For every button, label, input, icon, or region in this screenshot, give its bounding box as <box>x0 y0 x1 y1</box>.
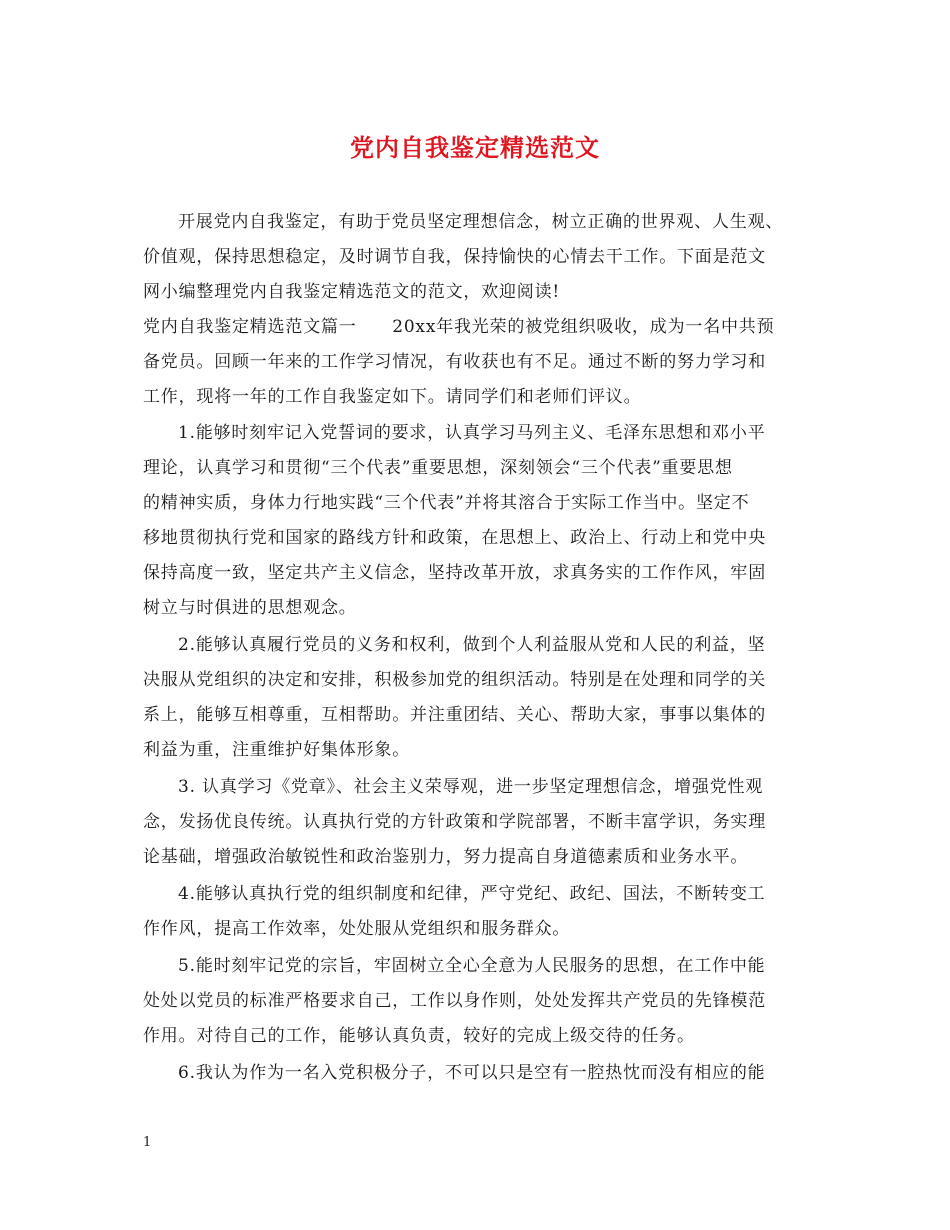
text-line: 6.我认为作为一名入党积极分子，不可以只是空有一腔热忱而没有相应的能 <box>178 1063 766 1083</box>
text-line: 4.能够认真执行党的组织制度和纪律，严守党纪、政纪、国法，不断转变工 <box>178 884 766 904</box>
text-line: 作作风，提高工作效率，处处服从党组织和服务群众。 <box>143 919 571 939</box>
text-line: 移地贯彻执行党和国家的路线方针和政策，在思想上、政治上、行动上和党中央 <box>143 528 766 548</box>
page-number: 1 <box>143 1135 152 1150</box>
text-line: 开展党内自我鉴定，有助于党员坚定理想信念，树立正确的世界观、人生观、 <box>178 212 784 232</box>
text-line: 的精神实质，身体力行地实践“三个代表”并将其溶合于实际工作当中。坚定不 <box>143 493 750 513</box>
text-line: 价值观，保持思想稳定，及时调节自我，保持愉快的心情去干工作。下面是范文 <box>143 247 766 267</box>
text-line: 论基础，增强政治敏锐性和政治鉴别力，努力提高自身道德素质和业务水平。 <box>143 847 749 867</box>
text-line: 2.能够认真履行党员的义务和权利，做到个人利益服从党和人民的利益，坚 <box>178 635 766 655</box>
text-line: 念，发扬优良传统。认真执行党的方针政策和学院部署，不断丰富学识，务实理 <box>143 812 766 832</box>
text-line: 系上，能够互相尊重，互相帮助。并注重团结、关心、帮助大家，事事以集体的 <box>143 705 766 725</box>
document-title: 党内自我鉴定精选范文 <box>350 133 600 162</box>
text-line: 3. 认真学习《党章》、社会主义荣辱观，进一步坚定理想信念，增强党性观 <box>178 777 764 797</box>
text-line: 5.能时刻牢记党的宗旨，牢固树立全心全意为人民服务的思想，在工作中能 <box>178 956 766 976</box>
text-line: 党内自我鉴定精选范文篇一 20xx年我光荣的被党组织吸收，成为一名中共预 <box>143 317 775 337</box>
text-line: 保持高度一致，坚定共产主义信念，坚持改革开放，求真务实的工作作风，牢固 <box>143 563 766 583</box>
text-line: 备党员。回顾一年来的工作学习情况，有收获也有不足。通过不断的努力学习和 <box>143 352 766 372</box>
text-line: 处处以党员的标准严格要求自己，工作以身作则，处处发挥共产党员的先锋模范 <box>143 991 766 1011</box>
text-line: 1.能够时刻牢记入党誓词的要求，认真学习马列主义、毛泽东思想和邓小平 <box>178 423 766 443</box>
text-line: 作用。对待自己的工作，能够认真负责，较好的完成上级交待的任务。 <box>143 1026 695 1046</box>
text-line: 利益为重，注重维护好集体形象。 <box>143 740 410 760</box>
text-line: 理论，认真学习和贯彻“三个代表”重要思想，深刻领会“三个代表”重要思想 <box>143 458 733 478</box>
text-line: 网小编整理党内自我鉴定精选范文的范文，欢迎阅读! <box>143 282 561 302</box>
text-line: 决服从党组织的决定和安排，积极参加党的组织活动。特别是在处理和同学的关 <box>143 670 766 690</box>
text-line: 树立与时俱进的思想观念。 <box>143 598 357 618</box>
text-line: 工作，现将一年的工作自我鉴定如下。请同学们和老师们评议。 <box>143 387 642 407</box>
